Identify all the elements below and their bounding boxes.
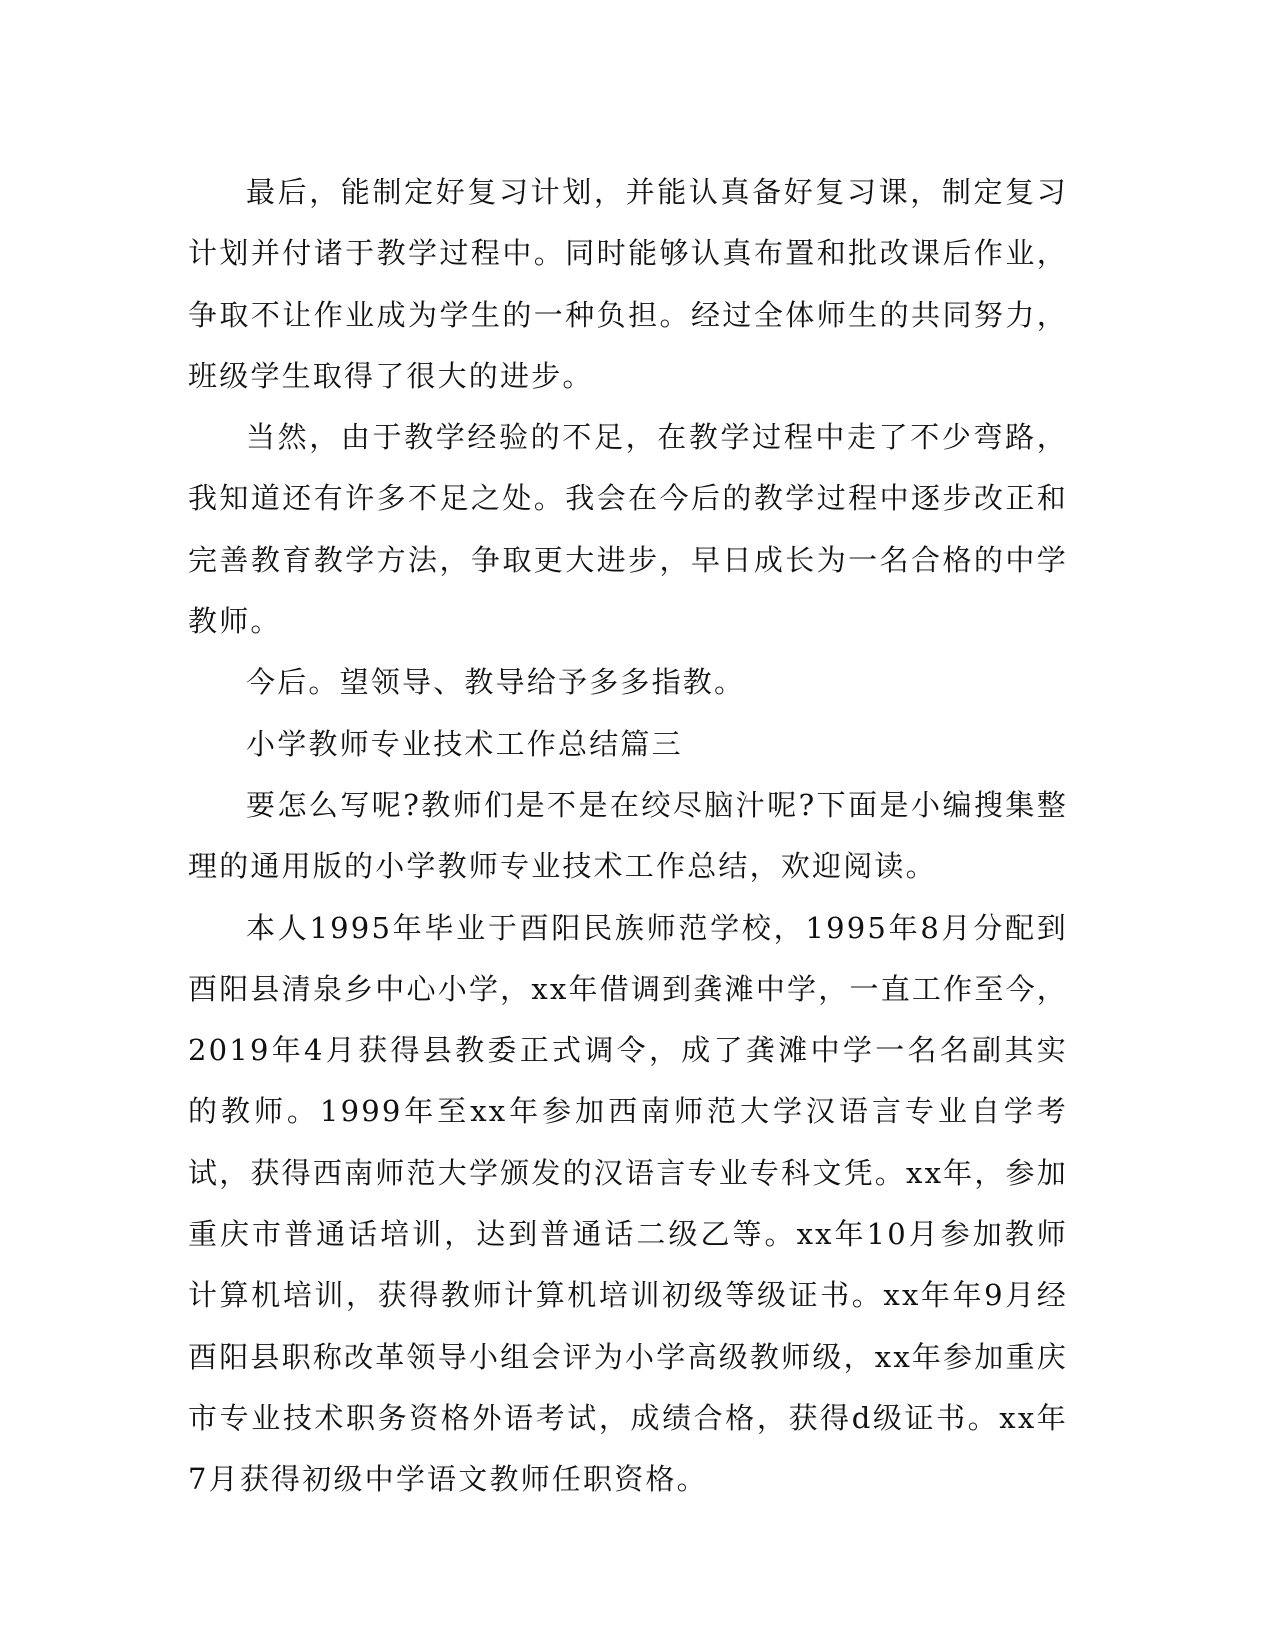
paragraph-review-plan: 最后，能制定好复习计划，并能认真备好复习课，制定复习计划并付诸于教学过程中。同时能够认真布置和批改课后作业，争取不让作业成为学生的一种负担。经过全体师生的共同努力，班级学生取得了很大的进步。 <box>188 175 1068 393</box>
paragraph-intro: 要怎么写呢?教师们是不是在绞尽脑汁呢?下面是小编搜集整理的通用版的小学教师专业技术工作总结，欢迎阅读。 <box>188 787 1068 884</box>
paragraph-career-history: 本人1995年毕业于酉阳民族师范学校，1995年8月分配到酉阳县清泉乡中心小学，xx年借调到龚滩中学，一直工作至今，2019年4月获得县教委正式调令，成了龚滩中学一名名副其实的教师。1999年至xx年参加西南师范大学汉语言专业自学考试，获得西南师范大学颁发的汉语言专业专科文凭。xx年，参加重庆市普通话培训，达到普通话二级乙等。xx年10月参加教师计算机培训，获得教师计算机培训初级等级证书。xx年年9月经酉阳县职称改革领导小组会评为小学高级教师级，xx年参加重庆市专业技术职务资格外语考试，成绩合格，获得d级证书。xx年7月获得初级中学语文教师任职资格。 <box>188 910 1068 1497</box>
section-heading: 小学教师专业技术工作总结篇三 <box>246 726 683 761</box>
paragraph-shortcomings: 当然，由于教学经验的不足，在教学过程中走了不少弯路，我知道还有许多不足之处。我会在今后的教学过程中逐步改正和完善教育教学方法，争取更大进步，早日成长为一名合格的中学教师。 <box>188 420 1068 639</box>
document-body <box>188 162 1068 1511</box>
paragraph-request-guidance: 今后。望领导、教导给予多多指教。 <box>246 665 746 700</box>
